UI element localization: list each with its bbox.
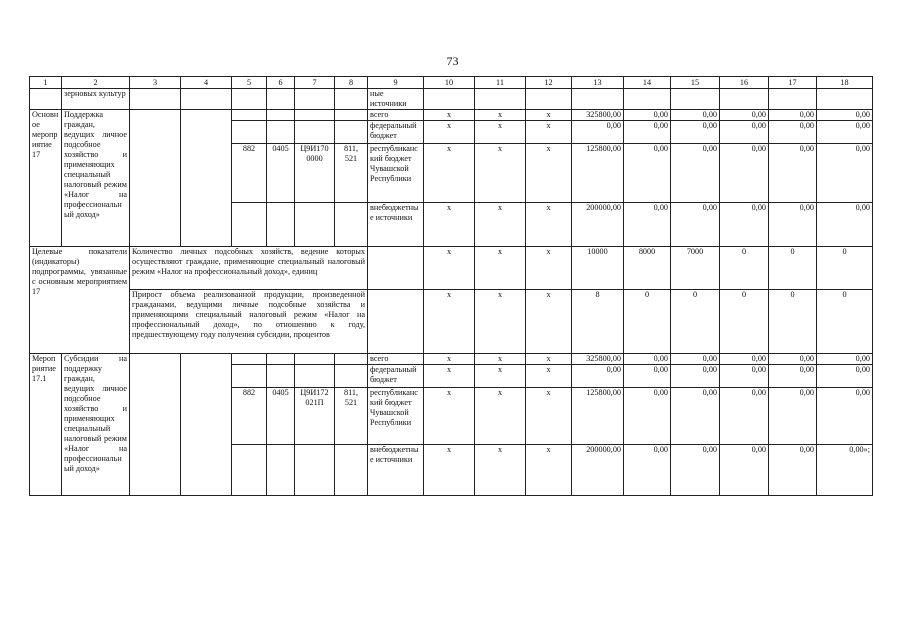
cell-value: 0,00	[769, 121, 817, 144]
cell-x: x	[475, 290, 526, 354]
cell-value: 200000,00	[572, 203, 624, 247]
event-name: Мероприятие 17.1	[30, 354, 62, 496]
col-header: 5	[232, 77, 267, 89]
continuation-row	[30, 89, 873, 110]
budget-table	[29, 76, 873, 496]
col-header: 1	[30, 77, 62, 89]
cell-value: 0,00	[624, 388, 671, 445]
cell-value: 0,00	[671, 365, 720, 388]
grbs-code: 882	[232, 388, 267, 445]
col-header: 14	[624, 77, 671, 89]
cell-x: x	[424, 121, 475, 144]
cell-value: 0,00	[671, 388, 720, 445]
cell-x: x	[475, 121, 526, 144]
grbs-code: 882	[232, 144, 267, 203]
funding-source: внебюджетные источники	[368, 445, 424, 496]
cell-value: 8	[572, 290, 624, 354]
cell-value: 0	[817, 290, 873, 354]
target-indicator: Прирост объема реализованной продукции, произведенной гражданами, ведущими личные подсобные хозяйства и применяющими специальный налоговый режим «Налог на профессиональный доход», по отношению к году, предшествующему году получения субсидии, процентов	[130, 290, 368, 354]
cell-x: x	[526, 121, 572, 144]
csr-code: Ц9И172 021П	[295, 388, 335, 445]
cell-value: 0	[720, 290, 769, 354]
cell-value: 0,00	[720, 110, 769, 121]
col-header: 2	[62, 77, 130, 89]
cell-value: 0,00	[769, 365, 817, 388]
cell-x: x	[526, 144, 572, 203]
cell-value: 0,00	[671, 203, 720, 247]
col-header: 18	[817, 77, 873, 89]
cell-x: x	[475, 388, 526, 445]
cell-value: 325800,00	[572, 354, 624, 365]
cell-x: x	[475, 203, 526, 247]
cell-value: 0,00	[671, 445, 720, 496]
continuation-source: ные источники	[368, 89, 424, 110]
cell-x: x	[475, 365, 526, 388]
cell-value: 7000	[671, 247, 720, 290]
cell-value: 0,00	[817, 121, 873, 144]
col-header: 10	[424, 77, 475, 89]
funding-source: республиканский бюджет Чувашской Республики	[368, 388, 424, 445]
target-indicator: Количество личных подсобных хозяйств, ведение которых осуществляют граждане, применяющие специальный налоговый режим «Налог на профессиональный доход», единиц	[130, 247, 368, 290]
funding-source: всего	[368, 110, 424, 121]
csr-code: Ц9И170 0000	[295, 144, 335, 203]
cell-x: x	[526, 365, 572, 388]
funding-source: внебюджетные источники	[368, 203, 424, 247]
cell-value: 0,00	[720, 354, 769, 365]
cell-value: 0	[817, 247, 873, 290]
cell-value: 0,00	[720, 388, 769, 445]
cell-value: 0,00	[572, 121, 624, 144]
cell-x: x	[424, 354, 475, 365]
table-row	[30, 354, 873, 365]
cell-value: 0,00	[817, 388, 873, 445]
cell-value: 0,00	[720, 445, 769, 496]
cell-value: 325800,00	[572, 110, 624, 121]
cell-x: x	[526, 247, 572, 290]
cell-value: 0,00»;	[817, 445, 873, 496]
cell-value: 0,00	[817, 203, 873, 247]
cell-x: x	[526, 290, 572, 354]
cell-value: 0,00	[769, 144, 817, 203]
col-header: 11	[475, 77, 526, 89]
cell-x: x	[424, 445, 475, 496]
event-name: Основное мероприятие 17	[30, 110, 62, 247]
cell-x: x	[526, 445, 572, 496]
cell-value: 0,00	[624, 144, 671, 203]
col-header: 7	[295, 77, 335, 89]
cell-value: 0,00	[817, 354, 873, 365]
cell-value: 125800,00	[572, 144, 624, 203]
col-header: 17	[769, 77, 817, 89]
cell-value: 0,00	[572, 365, 624, 388]
col-header: 15	[671, 77, 720, 89]
cell-value: 8000	[624, 247, 671, 290]
cell-x: x	[526, 388, 572, 445]
rzpr-code: 0405	[267, 388, 295, 445]
cell-value: 0,00	[720, 121, 769, 144]
table-row	[30, 247, 873, 290]
cell-x: x	[475, 110, 526, 121]
cell-x: x	[424, 388, 475, 445]
cell-x: x	[424, 110, 475, 121]
cell-value: 0,00	[671, 110, 720, 121]
cell-x: x	[475, 354, 526, 365]
cell-x: x	[424, 203, 475, 247]
cell-value: 200000,00	[572, 445, 624, 496]
funding-source: федеральный бюджет	[368, 365, 424, 388]
cell-value: 0	[720, 247, 769, 290]
cell-x: x	[475, 445, 526, 496]
cell-value: 0,00	[769, 445, 817, 496]
event-desc: Субсидии на поддержку граждан, ведущих личное подсобное хозяйство и применяющих специальный налоговый режим «Налог на профессиональный доход»	[62, 354, 130, 496]
header-row	[30, 77, 873, 89]
cell-x: x	[526, 203, 572, 247]
col-header: 4	[181, 77, 232, 89]
funding-source: федеральный бюджет	[368, 121, 424, 144]
cell-value: 125800,00	[572, 388, 624, 445]
cell-x: x	[526, 110, 572, 121]
col-header: 16	[720, 77, 769, 89]
col-header: 8	[335, 77, 368, 89]
cell-x: x	[475, 144, 526, 203]
cell-x: x	[526, 354, 572, 365]
cell-value: 0,00	[720, 203, 769, 247]
cell-value: 0,00	[624, 110, 671, 121]
cell-value: 0,00	[671, 144, 720, 203]
cell-value: 0,00	[671, 121, 720, 144]
cell-value: 0,00	[624, 354, 671, 365]
cell-x: x	[424, 365, 475, 388]
cell-value: 0,00	[817, 365, 873, 388]
cell-x: x	[424, 290, 475, 354]
funding-source: всего	[368, 354, 424, 365]
cell-value: 0,00	[624, 121, 671, 144]
cell-value: 0	[671, 290, 720, 354]
table-row	[30, 110, 873, 121]
funding-source: республиканский бюджет Чувашской Республики	[368, 144, 424, 203]
cell-value: 0	[769, 247, 817, 290]
cell-value: 0,00	[720, 365, 769, 388]
cell-value: 0	[769, 290, 817, 354]
vr-code: 811, 521	[335, 388, 368, 445]
cell-value: 0,00	[720, 144, 769, 203]
cell-value: 0	[624, 290, 671, 354]
page-number: 73	[446, 54, 459, 68]
cell-value: 0,00	[769, 388, 817, 445]
table-row	[30, 290, 873, 354]
cell-x: x	[475, 247, 526, 290]
cell-value: 0,00	[817, 110, 873, 121]
cell-value: 0,00	[624, 445, 671, 496]
cell-value: 0,00	[624, 365, 671, 388]
cell-value: 10000	[572, 247, 624, 290]
cell-value: 0,00	[671, 354, 720, 365]
continuation-desc: зерновых культур	[62, 89, 130, 110]
col-header: 6	[267, 77, 295, 89]
cell-x: x	[424, 144, 475, 203]
targets-label: Целевые показатели (индикаторы) подпрограммы, увязанные с основным мероприятием 17	[30, 247, 130, 354]
col-header: 3	[130, 77, 181, 89]
vr-code: 811, 521	[335, 144, 368, 203]
cell-value: 0,00	[769, 203, 817, 247]
cell-value: 0,00	[817, 144, 873, 203]
cell-value: 0,00	[769, 110, 817, 121]
cell-value: 0,00	[769, 354, 817, 365]
col-header: 9	[368, 77, 424, 89]
col-header: 12	[526, 77, 572, 89]
event-desc: Поддержка граждан, ведущих личное подсобное хозяйство и применяющих специальный налоговый режим «Налог на профессиональный доход»	[62, 110, 130, 247]
col-header: 13	[572, 77, 624, 89]
rzpr-code: 0405	[267, 144, 295, 203]
cell-value: 0,00	[624, 203, 671, 247]
cell-x: x	[424, 247, 475, 290]
